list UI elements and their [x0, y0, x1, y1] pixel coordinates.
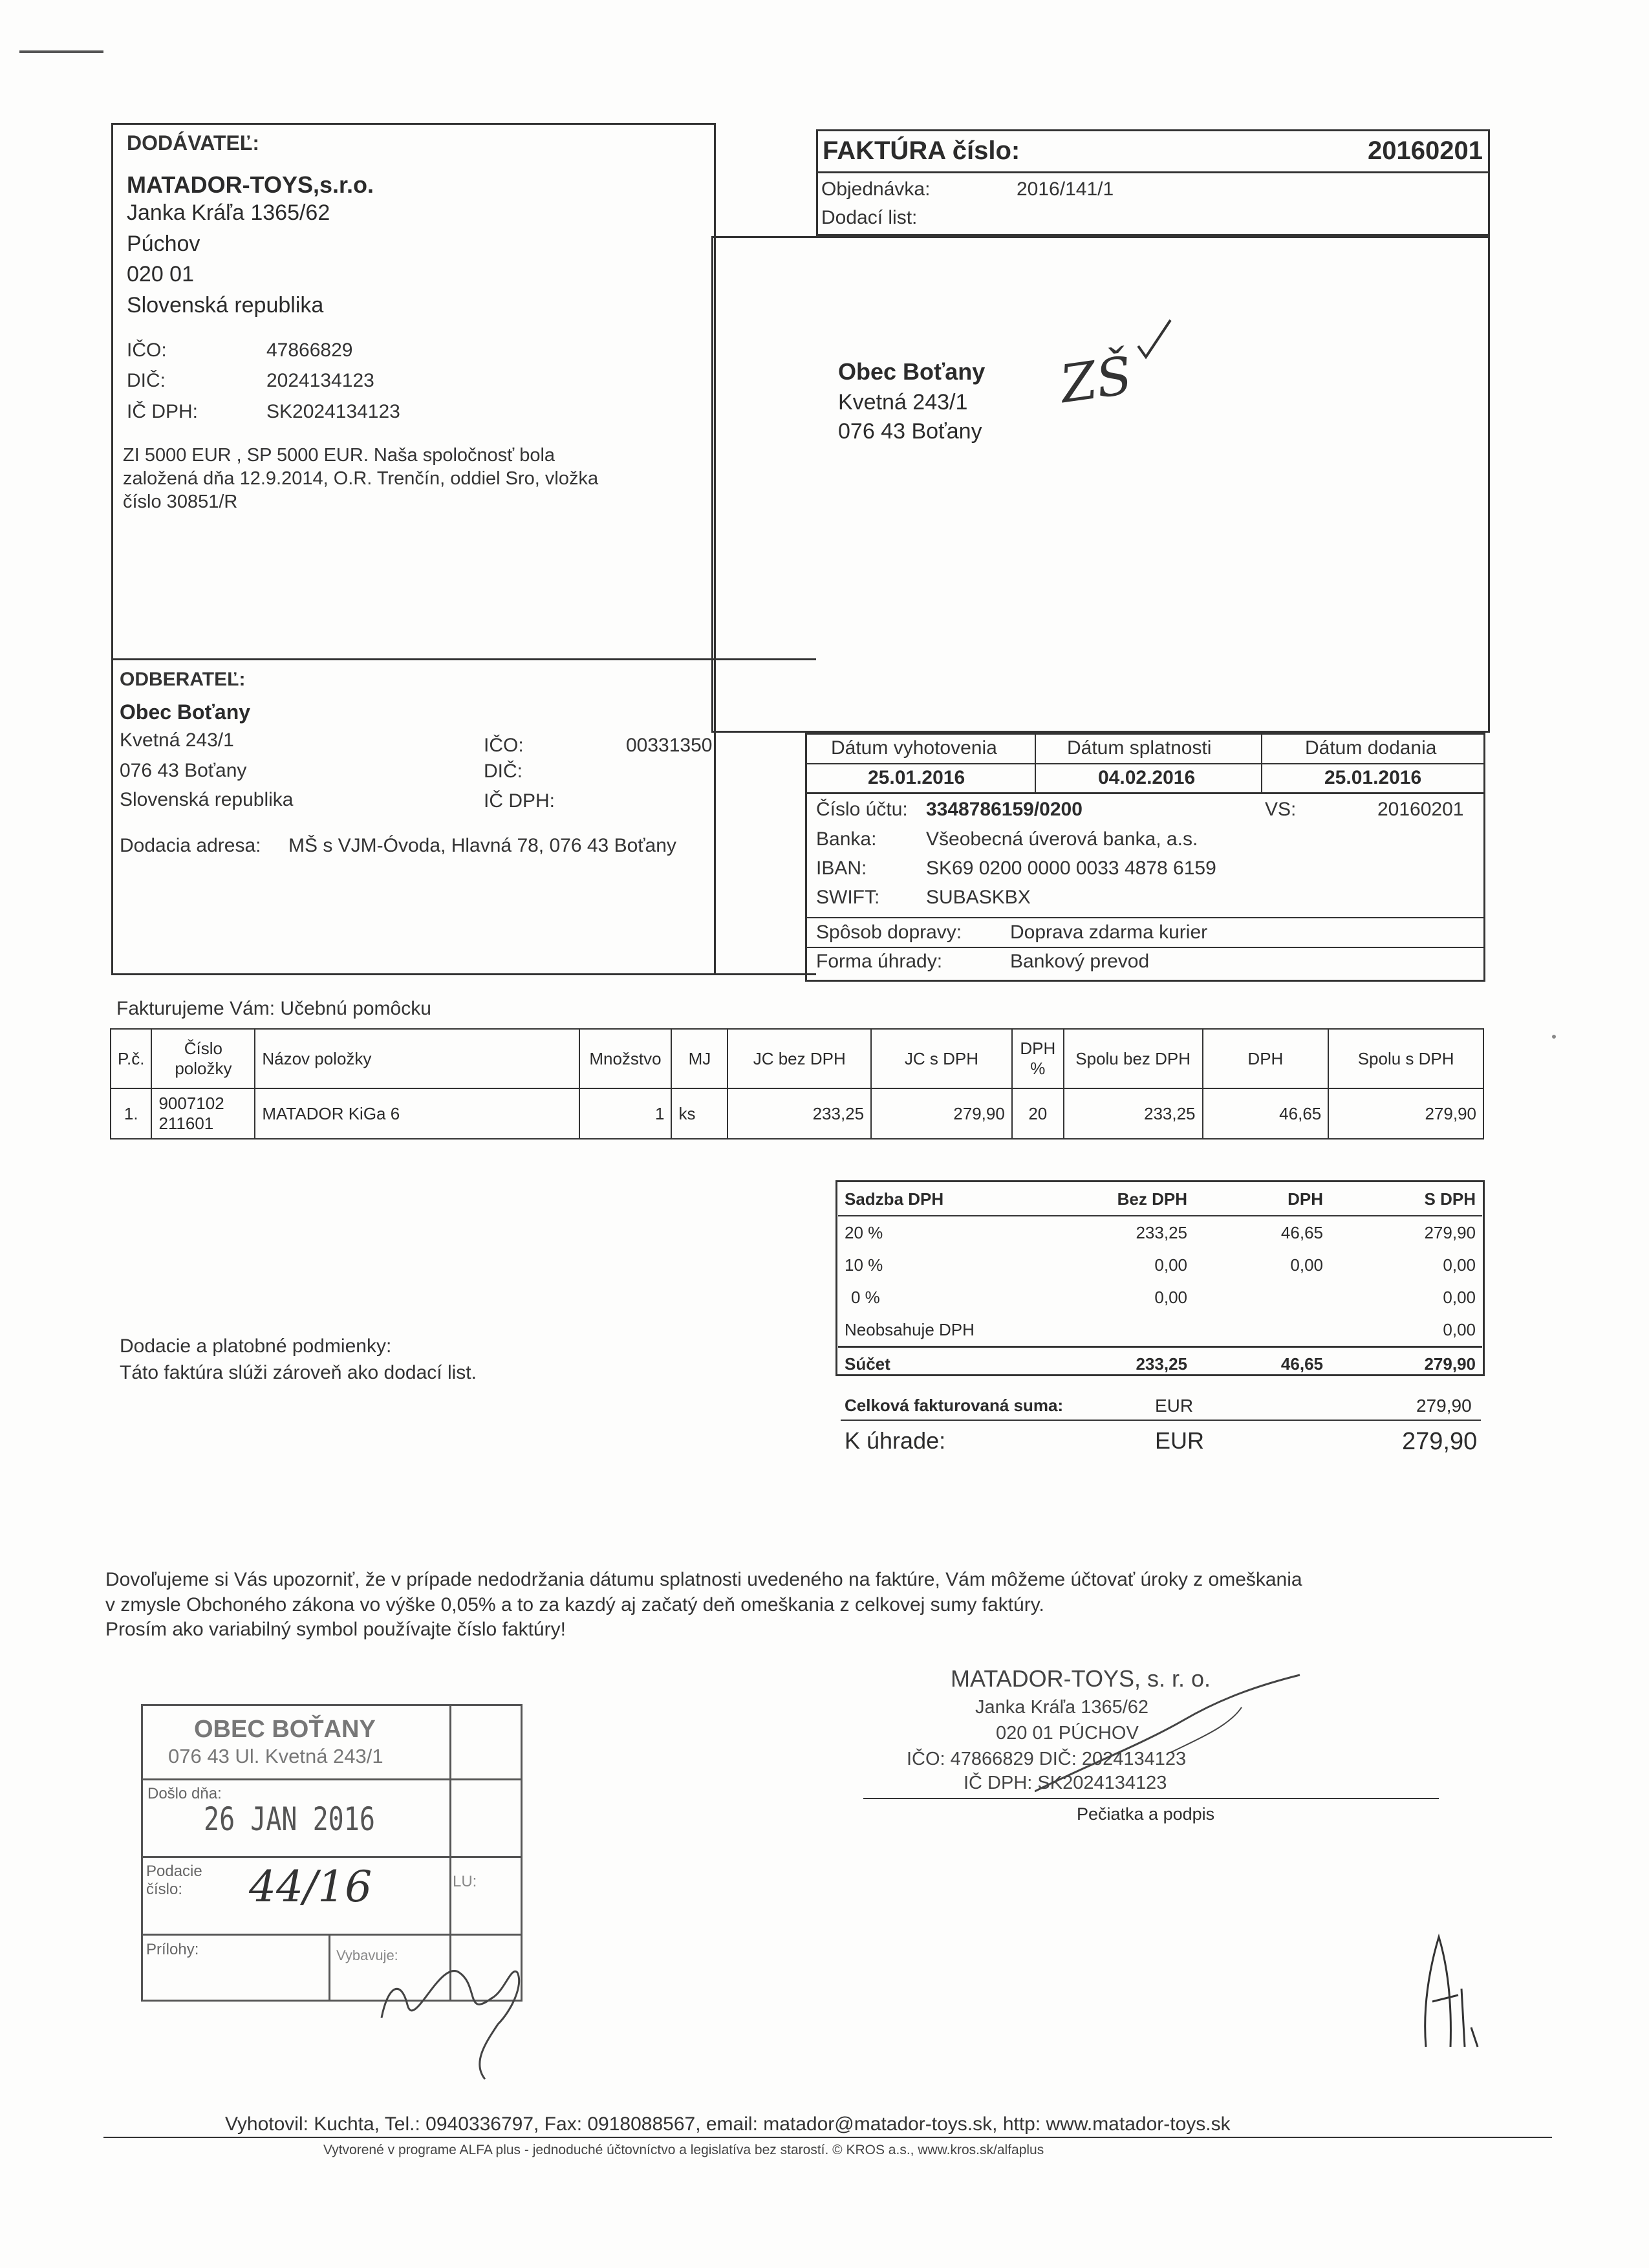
- vat-sum-base: 233,25: [1136, 1354, 1187, 1374]
- customer-dic-label: DIČ:: [484, 761, 523, 782]
- window-city: 076 43 Boťany: [838, 419, 982, 444]
- customer-ico: 00331350: [626, 735, 713, 756]
- table-row: [838, 1216, 1482, 1249]
- bank-name: Všeobecná úverová banka, a.s.: [926, 828, 1198, 850]
- vat-rate: 0 %: [851, 1287, 880, 1307]
- delivery-address: MŠ s VJM-Óvoda, Hlavná 78, 076 43 Boťany: [288, 835, 676, 856]
- window-name: Obec Boťany: [838, 358, 986, 385]
- footer-software: Vytvorené v programe ALFA plus - jednoduché účtovníctvo a legislatíva bez starostí. © KROS a.s., www.kros.sk/alfaplus: [323, 2143, 1044, 2157]
- table-row: [838, 1249, 1482, 1281]
- signature-icon: [1035, 1669, 1306, 1798]
- supplier-note-1: ZI 5000 EUR , SP 5000 EUR. Naša spoločnosť bola: [123, 445, 555, 466]
- table-row: [111, 1088, 1483, 1139]
- supplier-note-3: číslo 30851/R: [123, 491, 238, 512]
- item-code-line1: 9007102: [158, 1094, 224, 1113]
- customer-heading: ODBERATEĽ:: [120, 669, 246, 690]
- table-row: [838, 1281, 1482, 1313]
- vat-base: 0,00: [1154, 1255, 1187, 1275]
- item-total-ex: 233,25: [1064, 1088, 1203, 1139]
- registry-lu-label: LU:: [453, 1873, 477, 1890]
- registry-stamp-title: OBEC BOŤANY: [194, 1716, 376, 1743]
- bank-label: Banka:: [816, 828, 877, 850]
- supplier-street: Janka Kráľa 1365/62: [127, 200, 330, 225]
- items-header-row: [111, 1029, 1483, 1088]
- dates-col-divider-2: [1261, 733, 1262, 792]
- supplier-dic-label: DIČ:: [127, 370, 166, 391]
- account-label: Číslo účtu:: [816, 799, 908, 820]
- vat-total: 0,00: [1443, 1319, 1476, 1339]
- notice-line-3: Prosím ako variabilný symbol používajte číslo faktúry!: [105, 1619, 566, 1640]
- issue-date: 25.01.2016: [868, 767, 965, 788]
- account-number: 3348786159/0200: [926, 799, 1083, 820]
- customer-country: Slovenská republika: [120, 789, 294, 810]
- supplier-zip: 020 01: [127, 262, 194, 286]
- initials-icon: [1413, 1930, 1484, 2053]
- col-header-code-line1: Číslo: [184, 1039, 223, 1058]
- vat-sum-row: [838, 1347, 1482, 1381]
- invoiced-total-underline: [841, 1420, 1481, 1421]
- iban-value: SK69 0200 0000 0033 4878 6159: [926, 858, 1216, 879]
- company-stamp-line1: MATADOR-TOYS, s. r. o.: [951, 1665, 1211, 1692]
- item-total-inc: 279,90: [1328, 1088, 1483, 1139]
- item-vat: 46,65: [1203, 1088, 1329, 1139]
- registry-stamp-divider-v2: [329, 1934, 330, 2002]
- supplier-ico-label: IČO:: [127, 340, 167, 361]
- invoiced-total-value: 279,90: [1416, 1396, 1472, 1416]
- col-header-vat-pct-line1: DPH: [1020, 1039, 1056, 1058]
- col-header-total-ex: Spolu bez DPH: [1064, 1029, 1203, 1088]
- invoice-number: 20160201: [1368, 136, 1483, 165]
- col-header-price-inc: JC s DPH: [871, 1029, 1012, 1088]
- vat-summary-table: [838, 1183, 1482, 1380]
- amount-due-currency: EUR: [1155, 1427, 1205, 1454]
- vat-amount: [1194, 1281, 1330, 1313]
- items-intro: Fakturujeme Vám: Učebnú pomôcku: [116, 998, 431, 1019]
- item-pc: 1.: [111, 1088, 151, 1139]
- registry-stamp-divider-h1: [141, 1778, 523, 1780]
- due-date: 04.02.2016: [1098, 767, 1196, 788]
- customer-ico-label: IČO:: [484, 735, 524, 756]
- company-stamp-line5: IČ DPH: SK2024134123: [964, 1773, 1167, 1793]
- delivery-date: 25.01.2016: [1324, 767, 1422, 788]
- col-header-qty: Množstvo: [579, 1029, 672, 1088]
- transport-label: Spôsob dopravy:: [816, 922, 962, 943]
- amount-due-value: 279,90: [1402, 1428, 1478, 1455]
- vat-header-base: Bez DPH: [1117, 1189, 1187, 1209]
- supplier-heading: DODÁVATEĽ:: [127, 131, 260, 155]
- supplier-note-2: založená dňa 12.9.2014, O.R. Trenčín, oddiel Sro, vložka: [123, 468, 599, 489]
- vs-label: VS:: [1265, 799, 1297, 820]
- address-window: [711, 236, 1490, 733]
- handwritten-note: ZŠ: [1056, 345, 1136, 415]
- item-price-inc: 279,90: [871, 1088, 1012, 1139]
- scan-dot: [1552, 1035, 1556, 1039]
- col-header-name: Názov položky: [255, 1029, 579, 1088]
- col-header-total-inc: Spolu s DPH: [1328, 1029, 1483, 1088]
- swift-value: SUBASKBX: [926, 887, 1031, 908]
- received-date: 26 JAN 2016: [204, 1800, 375, 1838]
- payment-divider: [805, 947, 1485, 948]
- supplier-country: Slovenská republika: [127, 293, 324, 318]
- item-code-line2: 211601: [158, 1114, 214, 1133]
- vat-header-rate: Sadzba DPH: [845, 1189, 944, 1209]
- col-header-vat: DPH: [1203, 1029, 1329, 1088]
- invoiced-total-currency: EUR: [1155, 1396, 1194, 1416]
- vat-total: 0,00: [1443, 1287, 1476, 1307]
- col-header-pc: P.č.: [111, 1029, 151, 1088]
- footer-line: [103, 2137, 1552, 2138]
- item-vat-pct: 20: [1012, 1088, 1064, 1139]
- item-code: [151, 1088, 255, 1139]
- vat-sum-label: Súčet: [845, 1354, 890, 1374]
- transport-divider: [805, 917, 1485, 918]
- dates-col-divider-1: [1035, 733, 1036, 792]
- item-qty: 1: [579, 1088, 672, 1139]
- amount-due-label: K úhrade:: [845, 1427, 946, 1454]
- scan-mark: [19, 50, 103, 53]
- order-label: Objednávka:: [821, 178, 931, 200]
- check-mark-icon: [1132, 317, 1177, 362]
- registry-number-label-2: číslo:: [146, 1881, 183, 1898]
- company-stamp-line4: IČO: 47866829 DIČ: 2024134123: [907, 1749, 1187, 1769]
- table-row: [838, 1313, 1482, 1347]
- attachments-label: Prílohy:: [146, 1941, 199, 1958]
- customer-name: Obec Boťany: [120, 700, 251, 724]
- window-street: Kvetná 243/1: [838, 390, 968, 415]
- invoice-header-divider: [816, 171, 1490, 173]
- delivery-date-label: Dátum dodania: [1305, 737, 1437, 759]
- iban-label: IBAN:: [816, 858, 867, 879]
- dates-row-divider: [805, 763, 1485, 764]
- notice-line-1: Dovoľujeme si Vás upozorniť, že v prípade nedodržania dátumu splatnosti uvedeného na faktúre, Vám môžeme účtovať úroky z omeškania: [105, 1569, 1302, 1590]
- vat-rate: 10 %: [845, 1255, 883, 1275]
- registry-stamp-address: 076 43 Ul. Kvetná 243/1: [168, 1745, 383, 1767]
- registry-number-label-1: Podacie: [146, 1863, 202, 1880]
- signature-caption: Pečiatka a podpis: [1077, 1804, 1215, 1824]
- issue-date-label: Dátum vyhotovenia: [831, 737, 997, 759]
- col-header-price-ex: JC bez DPH: [727, 1029, 871, 1088]
- company-stamp-line2: Janka Kráľa 1365/62: [975, 1697, 1149, 1718]
- dates-bottom-divider: [805, 792, 1485, 794]
- supplier-name: MATADOR-TOYS,s.r.o.: [127, 171, 374, 198]
- vat-header-vat: DPH: [1288, 1189, 1323, 1209]
- signature-line: [863, 1798, 1439, 1799]
- transport-value: Doprava zdarma kurier: [1010, 922, 1208, 943]
- vat-rate: 20 %: [845, 1222, 883, 1242]
- company-stamp-line3: 020 01 PÚCHOV: [996, 1723, 1139, 1744]
- vat-amount: 0,00: [1290, 1255, 1323, 1275]
- item-name: MATADOR KiGa 6: [255, 1088, 579, 1139]
- vat-total: 0,00: [1443, 1255, 1476, 1275]
- col-header-vat-pct: [1012, 1029, 1064, 1088]
- notice-line-2: v zmysle Obchoného zákona vo výške 0,05% a to za kazdý aj začatý deň omeškania z celkovej sumy faktúry.: [105, 1594, 1044, 1615]
- due-date-label: Dátum splatnosti: [1067, 737, 1212, 759]
- vs-value: 20160201: [1377, 799, 1464, 820]
- supplier-ico: 47866829: [266, 340, 353, 361]
- supplier-city: Púchov: [127, 232, 200, 256]
- col-header-vat-pct-line2: %: [1030, 1059, 1046, 1078]
- vat-total: 279,90: [1424, 1222, 1476, 1242]
- supplier-dic: 2024134123: [266, 370, 374, 391]
- payment-label: Forma úhrady:: [816, 951, 943, 972]
- customer-icdph-label: IČ DPH:: [484, 790, 555, 812]
- col-header-code-line2: položky: [175, 1059, 232, 1078]
- vat-sum-vat: 46,65: [1280, 1354, 1323, 1374]
- item-price-ex: 233,25: [727, 1088, 871, 1139]
- swift-label: SWIFT:: [816, 887, 880, 908]
- customer-city: 076 43 Boťany: [120, 760, 247, 781]
- vat-amount: 46,65: [1280, 1222, 1323, 1242]
- item-unit: ks: [671, 1088, 727, 1139]
- payment-value: Bankový prevod: [1010, 951, 1150, 972]
- delivery-note-label: Dodací list:: [821, 207, 918, 228]
- items-table: [110, 1028, 1484, 1139]
- registry-number: 44/16: [249, 1862, 372, 1912]
- registry-signature-icon: [362, 1934, 530, 2082]
- vat-rate: Neobsahuje DPH: [845, 1319, 975, 1339]
- handled-by-label: Vybavuje:: [336, 1947, 398, 1963]
- supplier-icdph: SK2024134123: [266, 401, 400, 422]
- vat-base: 0,00: [1154, 1287, 1187, 1307]
- col-header-unit: MJ: [671, 1029, 727, 1088]
- delivery-address-label: Dodacia adresa:: [120, 835, 261, 856]
- invoiced-total-label: Celková fakturovaná suma:: [845, 1396, 1064, 1415]
- vat-base: [1051, 1313, 1194, 1347]
- invoice-title: FAKTÚRA číslo:: [823, 136, 1020, 165]
- col-header-code: [151, 1029, 255, 1088]
- vat-amount: [1194, 1313, 1330, 1347]
- vat-sum-total: 279,90: [1424, 1354, 1476, 1374]
- vat-base: 233,25: [1136, 1222, 1187, 1242]
- customer-street: Kvetná 243/1: [120, 729, 234, 751]
- received-label: Došlo dňa:: [147, 1785, 222, 1802]
- footer-contact: Vyhotovil: Kuchta, Tel.: 0940336797, Fax: 0918088567, email: matador@matador-toys.sk, http: www.matador-toys.sk: [225, 2113, 1231, 2135]
- supplier-icdph-label: IČ DPH:: [127, 401, 199, 422]
- vat-header-total: S DPH: [1424, 1189, 1476, 1209]
- terms-label: Dodacie a platobné podmienky:: [120, 1335, 392, 1357]
- terms-text: Táto faktúra slúži zároveň ako dodací list.: [120, 1362, 477, 1383]
- vat-header-row: [838, 1183, 1482, 1216]
- order-number: 2016/141/1: [1017, 178, 1114, 200]
- registry-stamp-divider-h2: [141, 1856, 523, 1858]
